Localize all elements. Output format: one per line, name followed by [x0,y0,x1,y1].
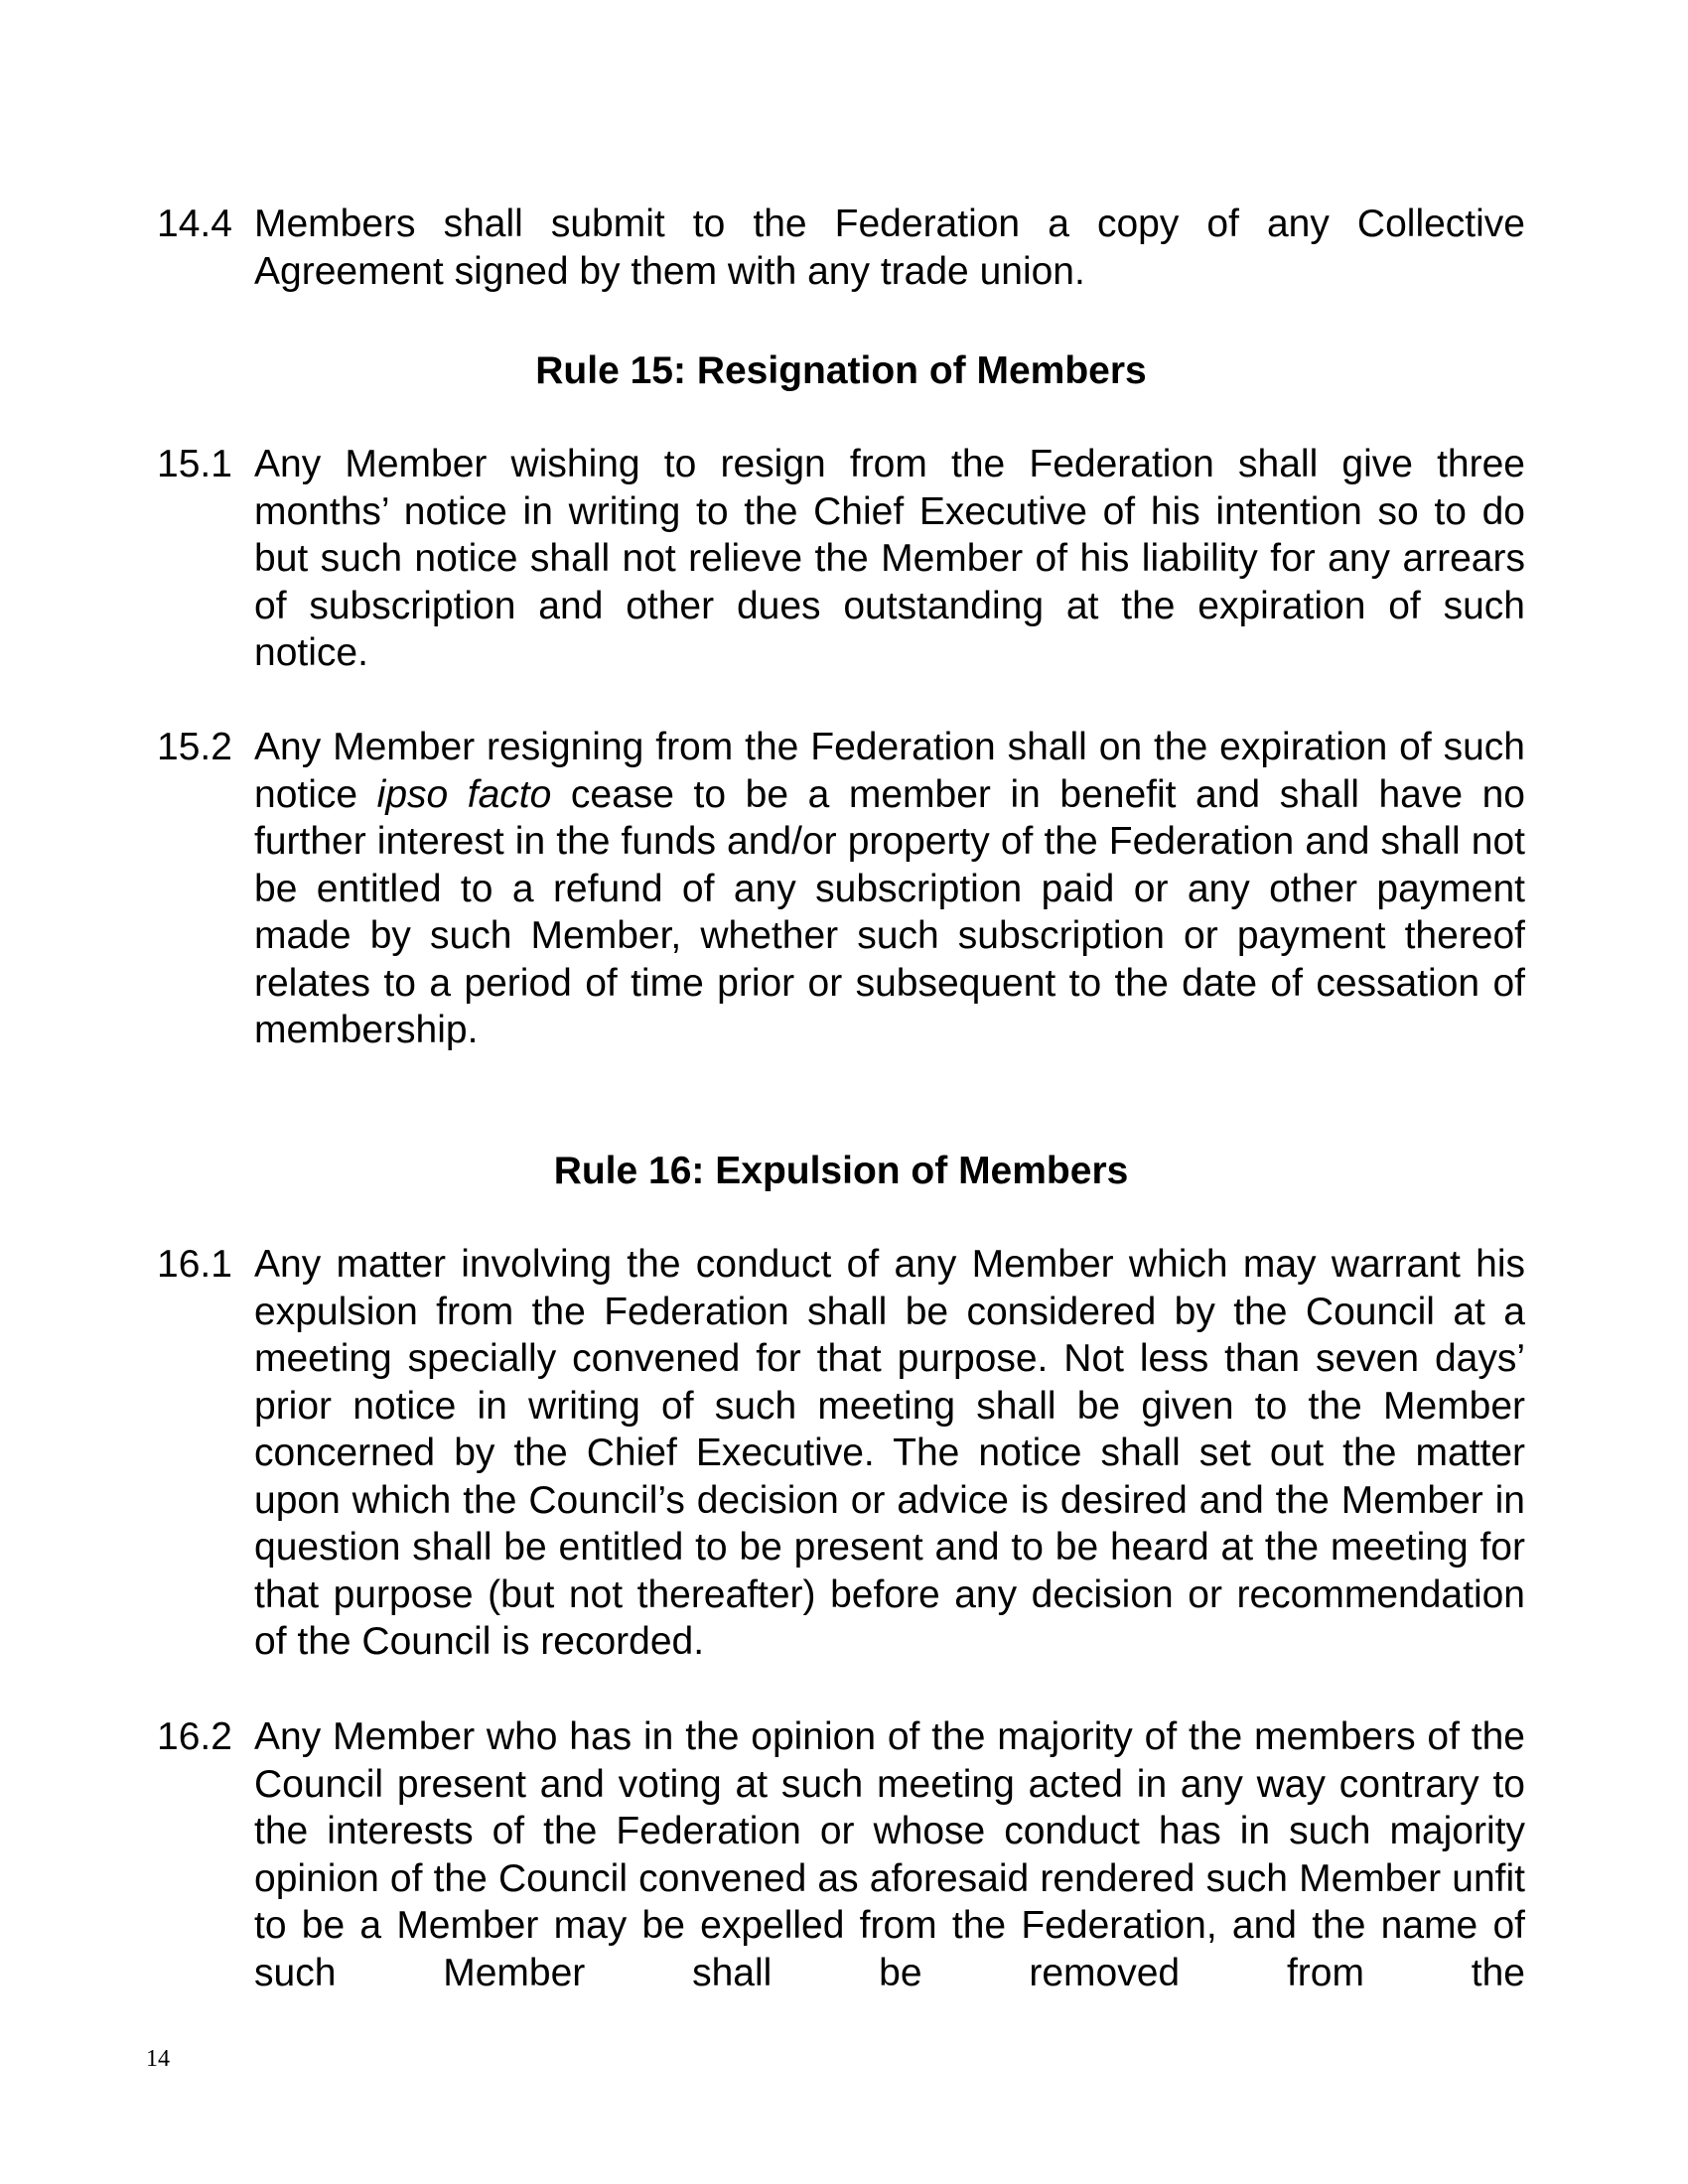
clause-text: Any matter involving the conduct of any Member which may warrant his expulsion from the Federation shall be considered by the Council at a meeting specially convened for that purpose. Not less than seven days’ prior notice in writing of such meeting shall be given to the Member concerned by the Chief Executive. The notice shall set out the matter upon which the Council’s decision or advice is desired and the Member in question shall be entitled to be present and to be heard at the meeting for that purpose (but not thereafter) before any decision or recommendation of the Council is recorded. [254,1243,1525,1663]
clause-15-1 [157,441,1525,677]
clause-text: Any Member who has in the opinion of the majority of the members of the Council present and voting at such meeting acted in any way contrary to the interests of the Federation or whose conduct has in such majority opinion of the Council convened as aforesaid rendered such Member unfit to be a Member may be expelled from the Federation, and the name of such Member shall be removed from the [254,1715,1525,1994]
clause-number: 15.2 [157,726,232,768]
clause-number: 16.1 [157,1243,232,1286]
clause-16-1 [157,1241,1525,1666]
clause-text-after: cease to be a member in benefit and shall have no further interest in the funds and/or property of the Federation and shall not be entitled to a refund of any subscription paid or any other payment made by such Member, whether such subscription or payment thereof relates to a period of time prior or subsequent to the date of cessation of membership. [254,772,1525,1051]
clause-text: Members shall submit to the Federation a copy of any Collective Agreement signed by them with any trade union. [254,203,1525,293]
clause-15-2 [157,724,1525,1054]
heading-rule-15: Rule 15: Resignation of Members [535,349,1147,392]
heading-rule-16: Rule 16: Expulsion of Members [553,1150,1129,1192]
clause-number: 15.1 [157,443,232,485]
clause-text [254,724,1525,1054]
clause-text-italic: ipso facto [376,772,552,816]
clause-16-2 [157,1713,1525,1996]
clause-14-4 [157,201,1525,295]
clause-number: 14.4 [157,203,232,245]
clause-number: 16.2 [157,1715,232,1758]
clause-text: Any Member wishing to resign from the Federation shall give three months’ notice in writing to the Chief Executive of his intention so to do but such notice shall not relieve the Member of his liability for any arrears of subscription and other dues outstanding at the expiration of such notice. [254,443,1525,674]
page-number: 14 [146,2046,170,2072]
clause-text-before: Any Member resigning from the Federation shall on the expiration of such notice [254,726,1525,816]
